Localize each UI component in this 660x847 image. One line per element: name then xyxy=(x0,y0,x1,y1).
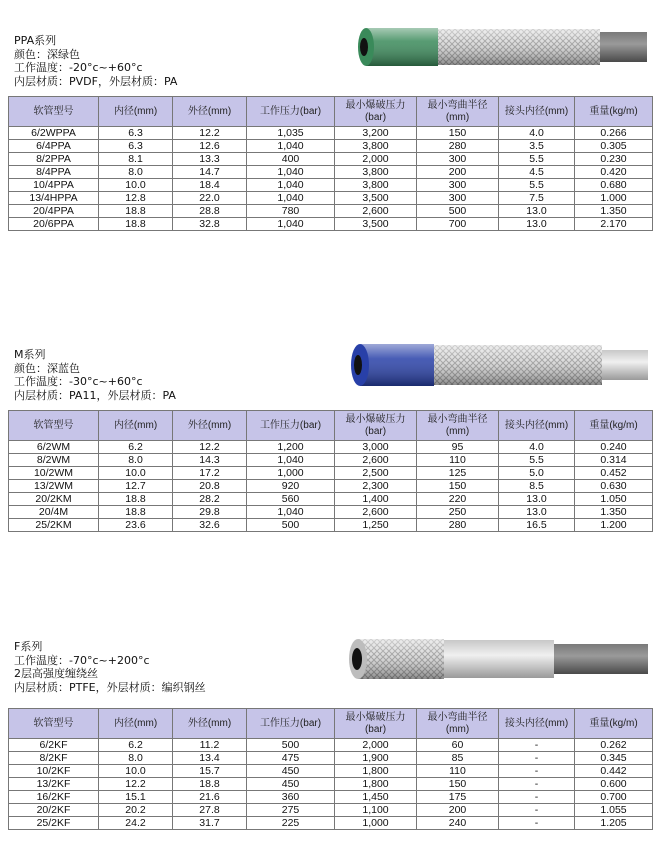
table-cell: 13.0 xyxy=(499,493,575,506)
table-row xyxy=(9,179,653,192)
table-cell: 11.2 xyxy=(173,739,247,752)
col-header-weight: 重量(kg/m) xyxy=(575,411,653,441)
table-row xyxy=(9,166,653,179)
table-cell: 13.0 xyxy=(499,218,575,231)
col-header-model: 软管型号 xyxy=(9,411,99,441)
table-cell: 20/4M xyxy=(9,506,99,519)
ppa-table-header xyxy=(9,97,653,127)
table-cell: 6/4PPA xyxy=(9,140,99,153)
table-cell: - xyxy=(499,791,575,804)
col-header-bend-radius: 最小弯曲半径(mm) xyxy=(417,709,499,739)
table-cell: 20/2KM xyxy=(9,493,99,506)
table-cell: 220 xyxy=(417,493,499,506)
table-cell: 18.8 xyxy=(99,205,173,218)
table-cell: 280 xyxy=(417,519,499,532)
col-header-model: 软管型号 xyxy=(9,97,99,127)
table-row xyxy=(9,218,653,231)
table-cell: 1.350 xyxy=(575,506,653,519)
table-row xyxy=(9,817,653,830)
table-cell: 6/2KF xyxy=(9,739,99,752)
m-info xyxy=(14,348,176,402)
table-cell: 14.7 xyxy=(173,166,247,179)
table-cell: 175 xyxy=(417,791,499,804)
table-cell: 10/4PPA xyxy=(9,179,99,192)
table-row xyxy=(9,506,653,519)
table-cell: 16.5 xyxy=(499,519,575,532)
table-cell: 6/2WM xyxy=(9,441,99,454)
f-layer: 2层高强度缠绕丝 xyxy=(14,667,98,680)
table-cell: 110 xyxy=(417,765,499,778)
table-row xyxy=(9,765,653,778)
table-cell: 18.8 xyxy=(99,506,173,519)
col-header-bend-radius: 最小弯曲半径(mm) xyxy=(417,97,499,127)
table-cell: 3,000 xyxy=(335,441,417,454)
ppa-temp: 工作温度：-20°c~+60°c xyxy=(14,61,143,74)
table-cell: 1.050 xyxy=(575,493,653,506)
f-section xyxy=(8,630,652,847)
table-cell: 29.8 xyxy=(173,506,247,519)
table-cell: 0.630 xyxy=(575,480,653,493)
m-material: 内层材质：PA11，外层材质：PA xyxy=(14,388,176,402)
table-cell: 13/2WM xyxy=(9,480,99,493)
ppa-hose-outer-core xyxy=(595,32,647,62)
table-cell: 10.0 xyxy=(99,765,173,778)
table-cell: 4.0 xyxy=(499,441,575,454)
table-cell: 10.0 xyxy=(99,179,173,192)
table-cell: 10/2KF xyxy=(9,765,99,778)
table-cell: 18.8 xyxy=(173,778,247,791)
ppa-color: 颜色：深绿色 xyxy=(14,47,80,61)
col-header-burst-pressure: 最小爆破压力(bar) xyxy=(335,709,417,739)
col-header-fitting-diameter: 接头内径(mm) xyxy=(499,97,575,127)
table-cell: - xyxy=(499,752,575,765)
table-cell: 25/2KF xyxy=(9,817,99,830)
table-cell: 13.0 xyxy=(499,506,575,519)
table-cell: 1,450 xyxy=(335,791,417,804)
m-table-header xyxy=(9,411,653,441)
col-header-outer-diameter: 外径(mm) xyxy=(173,97,247,127)
table-cell: 8/4PPA xyxy=(9,166,99,179)
col-header-weight: 重量(kg/m) xyxy=(575,709,653,739)
table-cell: 200 xyxy=(417,804,499,817)
table-cell: 150 xyxy=(417,480,499,493)
table-cell: 6.3 xyxy=(99,127,173,140)
table-cell: 450 xyxy=(247,778,335,791)
table-cell: 20.2 xyxy=(99,804,173,817)
ppa-section xyxy=(8,0,652,260)
table-row xyxy=(9,127,653,140)
table-cell: 240 xyxy=(417,817,499,830)
table-cell: 85 xyxy=(417,752,499,765)
table-cell: 6.3 xyxy=(99,140,173,153)
ppa-title: PPA系列 xyxy=(14,34,57,47)
f-table xyxy=(8,708,653,830)
table-cell: 8.5 xyxy=(499,480,575,493)
table-cell: 150 xyxy=(417,778,499,791)
table-cell: 225 xyxy=(247,817,335,830)
table-cell: 12.2 xyxy=(173,441,247,454)
m-hose-image xyxy=(344,342,650,388)
table-cell: 150 xyxy=(417,127,499,140)
table-cell: 1.205 xyxy=(575,817,653,830)
table-cell: - xyxy=(499,804,575,817)
table-cell: 20/4PPA xyxy=(9,205,99,218)
table-cell: 13/2KF xyxy=(9,778,99,791)
col-header-burst-pressure: 最小爆破压力(bar) xyxy=(335,97,417,127)
table-cell: 0.314 xyxy=(575,454,653,467)
col-header-bend-radius: 最小弯曲半径(mm) xyxy=(417,411,499,441)
table-cell: 60 xyxy=(417,739,499,752)
table-cell: 8/2KF xyxy=(9,752,99,765)
table-row xyxy=(9,153,653,166)
table-cell: 8.1 xyxy=(99,153,173,166)
table-cell: 0.240 xyxy=(575,441,653,454)
ppa-material: 内层材质：PVDF，外层材质：PA xyxy=(14,74,178,88)
table-cell: 1,040 xyxy=(247,506,335,519)
table-cell: 450 xyxy=(247,765,335,778)
table-cell: 360 xyxy=(247,791,335,804)
table-cell: 20/6PPA xyxy=(9,218,99,231)
table-cell: 6.2 xyxy=(99,441,173,454)
table-cell: 20/2KF xyxy=(9,804,99,817)
table-cell: 18.8 xyxy=(99,218,173,231)
table-cell: 1.200 xyxy=(575,519,653,532)
table-cell: 1,900 xyxy=(335,752,417,765)
table-cell: 300 xyxy=(417,179,499,192)
col-header-outer-diameter: 外径(mm) xyxy=(173,411,247,441)
table-cell: 5.5 xyxy=(499,179,575,192)
table-cell: 12.2 xyxy=(173,127,247,140)
table-cell: 500 xyxy=(247,519,335,532)
table-cell: 500 xyxy=(417,205,499,218)
f-title: F系列 xyxy=(14,640,43,653)
table-cell: 300 xyxy=(417,192,499,205)
table-cell: 8.0 xyxy=(99,752,173,765)
table-cell: 5.5 xyxy=(499,454,575,467)
table-cell: 13/4HPPA xyxy=(9,192,99,205)
table-cell: 0.680 xyxy=(575,179,653,192)
table-cell: 1,040 xyxy=(247,454,335,467)
table-cell: 0.600 xyxy=(575,778,653,791)
f-info xyxy=(14,640,206,694)
table-cell: 13.3 xyxy=(173,153,247,166)
table-row xyxy=(9,192,653,205)
table-cell: 31.7 xyxy=(173,817,247,830)
table-cell: 8/2PPA xyxy=(9,153,99,166)
table-cell: 0.262 xyxy=(575,739,653,752)
col-header-outer-diameter: 外径(mm) xyxy=(173,709,247,739)
table-cell: 25/2KM xyxy=(9,519,99,532)
table-cell: 0.700 xyxy=(575,791,653,804)
table-cell: 8.0 xyxy=(99,166,173,179)
f-temp: 工作温度：-70°c~+200°c xyxy=(14,653,150,667)
table-cell: 16/2KF xyxy=(9,791,99,804)
m-color: 颜色：深蓝色 xyxy=(14,361,80,375)
col-header-model: 软管型号 xyxy=(9,709,99,739)
table-cell: 13.4 xyxy=(173,752,247,765)
table-cell: 250 xyxy=(417,506,499,519)
table-row xyxy=(9,480,653,493)
table-cell: 6.2 xyxy=(99,739,173,752)
table-cell: 110 xyxy=(417,454,499,467)
table-cell: 15.1 xyxy=(99,791,173,804)
table-cell: 3,800 xyxy=(335,179,417,192)
table-cell: 4.5 xyxy=(499,166,575,179)
table-cell: - xyxy=(499,778,575,791)
col-header-inner-diameter: 内径(mm) xyxy=(99,411,173,441)
table-cell: 10/2WM xyxy=(9,467,99,480)
f-table-header xyxy=(9,709,653,739)
table-cell: 95 xyxy=(417,441,499,454)
table-cell: 1,200 xyxy=(247,441,335,454)
table-cell: 3,500 xyxy=(335,192,417,205)
table-cell: 475 xyxy=(247,752,335,765)
table-cell: 0.452 xyxy=(575,467,653,480)
table-cell: 1,800 xyxy=(335,778,417,791)
table-cell: 0.345 xyxy=(575,752,653,765)
table-cell: 200 xyxy=(417,166,499,179)
ppa-hose-image xyxy=(350,26,650,68)
table-row xyxy=(9,140,653,153)
table-row xyxy=(9,519,653,532)
m-table xyxy=(8,410,653,532)
col-header-inner-diameter: 内径(mm) xyxy=(99,97,173,127)
table-cell: 13.0 xyxy=(499,205,575,218)
table-cell: 1,040 xyxy=(247,192,335,205)
table-cell: 700 xyxy=(417,218,499,231)
col-header-weight: 重量(kg/m) xyxy=(575,97,653,127)
table-cell: 1,000 xyxy=(335,817,417,830)
col-header-fitting-diameter: 接头内径(mm) xyxy=(499,411,575,441)
table-cell: 3,500 xyxy=(335,218,417,231)
table-cell: 3,200 xyxy=(335,127,417,140)
table-cell: 920 xyxy=(247,480,335,493)
table-cell: 12.7 xyxy=(99,480,173,493)
table-cell: 2,000 xyxy=(335,739,417,752)
table-cell: 0.442 xyxy=(575,765,653,778)
table-cell: 560 xyxy=(247,493,335,506)
table-cell: 8.0 xyxy=(99,454,173,467)
table-cell: 32.8 xyxy=(173,218,247,231)
table-cell: 2,000 xyxy=(335,153,417,166)
table-cell: 1,035 xyxy=(247,127,335,140)
table-cell: 1.055 xyxy=(575,804,653,817)
table-cell: 400 xyxy=(247,153,335,166)
table-cell: 0.305 xyxy=(575,140,653,153)
f-material: 内层材质：PTFE，外层材质：编织钢丝 xyxy=(14,680,206,694)
f-hose-image xyxy=(344,636,650,682)
table-cell: 23.6 xyxy=(99,519,173,532)
table-cell: 17.2 xyxy=(173,467,247,480)
table-cell: 24.2 xyxy=(99,817,173,830)
col-header-working-pressure: 工作压力(bar) xyxy=(247,709,335,739)
table-cell: 4.0 xyxy=(499,127,575,140)
table-row xyxy=(9,791,653,804)
table-row xyxy=(9,739,653,752)
f-hose-sleeve xyxy=(434,640,554,678)
table-cell: 1,040 xyxy=(247,166,335,179)
table-row xyxy=(9,493,653,506)
table-cell: 10.0 xyxy=(99,467,173,480)
table-cell: 280 xyxy=(417,140,499,153)
table-cell: 3.5 xyxy=(499,140,575,153)
table-cell: 2,600 xyxy=(335,205,417,218)
table-cell: - xyxy=(499,739,575,752)
table-row xyxy=(9,804,653,817)
table-cell: 1,400 xyxy=(335,493,417,506)
table-cell: 1,800 xyxy=(335,765,417,778)
table-cell: 1,040 xyxy=(247,140,335,153)
col-header-working-pressure: 工作压力(bar) xyxy=(247,411,335,441)
table-cell: 18.8 xyxy=(99,493,173,506)
table-cell: 27.8 xyxy=(173,804,247,817)
table-cell: 2,600 xyxy=(335,506,417,519)
table-cell: 22.0 xyxy=(173,192,247,205)
col-header-burst-pressure: 最小爆破压力(bar) xyxy=(335,411,417,441)
f-hose-outer-core xyxy=(544,644,648,674)
col-header-working-pressure: 工作压力(bar) xyxy=(247,97,335,127)
m-temp: 工作温度：-30°c~+60°c xyxy=(14,375,143,388)
table-cell: 780 xyxy=(247,205,335,218)
table-cell: 3,800 xyxy=(335,166,417,179)
table-cell: 32.6 xyxy=(173,519,247,532)
table-cell: 0.266 xyxy=(575,127,653,140)
m-hose-outer-core xyxy=(594,350,648,380)
table-cell: - xyxy=(499,765,575,778)
table-cell: 6/2WPPA xyxy=(9,127,99,140)
table-cell: 125 xyxy=(417,467,499,480)
table-cell: 2.170 xyxy=(575,218,653,231)
table-row xyxy=(9,752,653,765)
table-cell: 2,500 xyxy=(335,467,417,480)
table-cell: 5.5 xyxy=(499,153,575,166)
table-cell: 18.4 xyxy=(173,179,247,192)
table-row xyxy=(9,205,653,218)
table-row xyxy=(9,778,653,791)
table-cell: 1,040 xyxy=(247,179,335,192)
table-cell: 5.0 xyxy=(499,467,575,480)
table-cell: 12.2 xyxy=(99,778,173,791)
table-cell: 0.230 xyxy=(575,153,653,166)
table-cell: 275 xyxy=(247,804,335,817)
table-row xyxy=(9,441,653,454)
table-cell: 1,000 xyxy=(247,467,335,480)
table-cell: 2,300 xyxy=(335,480,417,493)
table-cell: 2,600 xyxy=(335,454,417,467)
ppa-table xyxy=(8,96,653,231)
m-section xyxy=(8,330,652,560)
table-cell: 21.6 xyxy=(173,791,247,804)
table-cell: 1.000 xyxy=(575,192,653,205)
ppa-info xyxy=(14,34,177,88)
table-cell: 12.6 xyxy=(173,140,247,153)
table-cell: 8/2WM xyxy=(9,454,99,467)
table-cell: 1,250 xyxy=(335,519,417,532)
table-cell: 3,800 xyxy=(335,140,417,153)
col-header-fitting-diameter: 接头内径(mm) xyxy=(499,709,575,739)
col-header-inner-diameter: 内径(mm) xyxy=(99,709,173,739)
table-cell: 300 xyxy=(417,153,499,166)
table-cell: 15.7 xyxy=(173,765,247,778)
m-title: M系列 xyxy=(14,348,46,361)
table-cell: 14.3 xyxy=(173,454,247,467)
table-cell: 28.8 xyxy=(173,205,247,218)
table-cell: 28.2 xyxy=(173,493,247,506)
table-row xyxy=(9,467,653,480)
table-cell: 0.420 xyxy=(575,166,653,179)
table-cell: 1.350 xyxy=(575,205,653,218)
table-row xyxy=(9,454,653,467)
table-cell: - xyxy=(499,817,575,830)
table-cell: 20.8 xyxy=(173,480,247,493)
table-cell: 500 xyxy=(247,739,335,752)
table-cell: 7.5 xyxy=(499,192,575,205)
table-cell: 1,100 xyxy=(335,804,417,817)
table-cell: 1,040 xyxy=(247,218,335,231)
table-cell: 12.8 xyxy=(99,192,173,205)
